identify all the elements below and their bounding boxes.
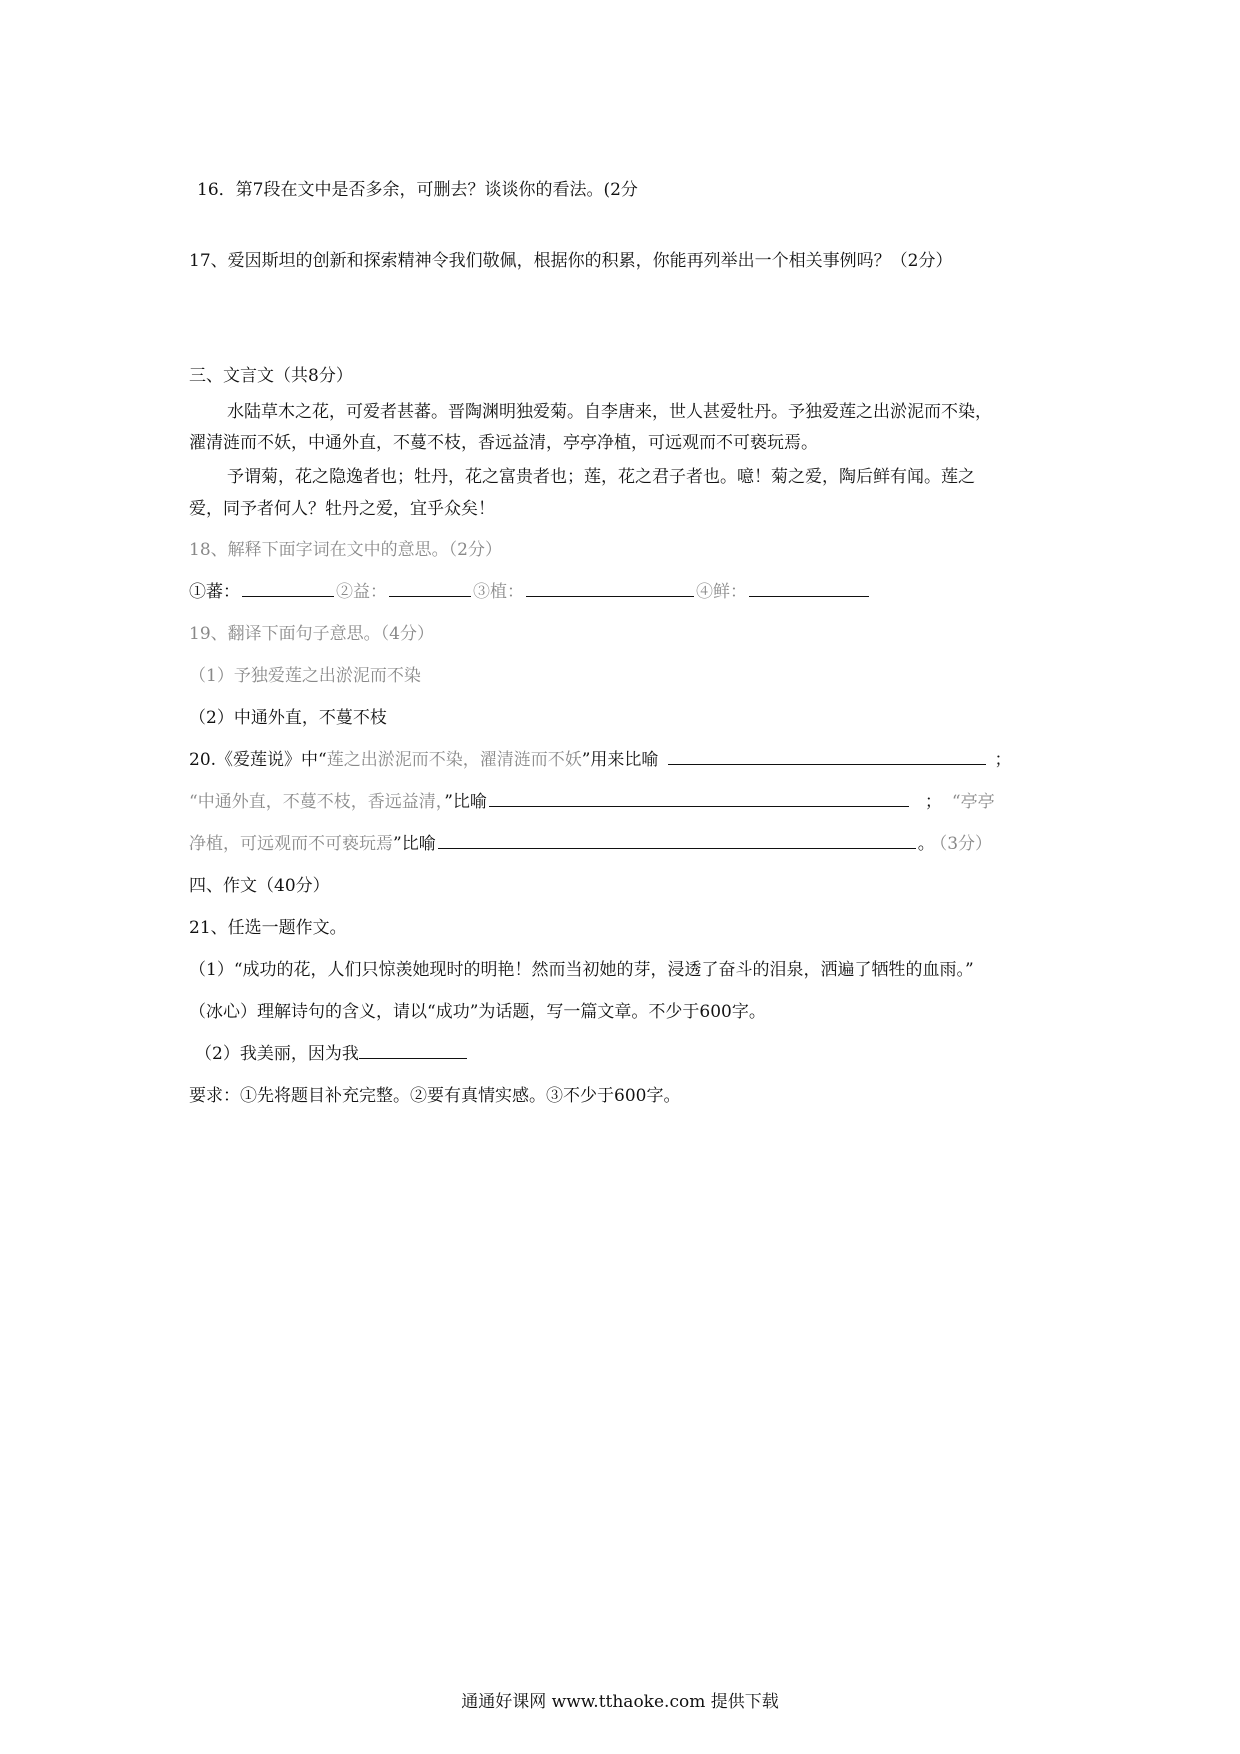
question-21-requirements: 要求：①先将题目补充完整。②要有真情实感。③不少于600字。 xyxy=(189,1086,681,1106)
passage-line-1: 水陆草木之花，可爱者甚蕃。晋陶渊明独爱菊。自李唐来，世人甚爱牡丹。予独爱莲之出淤泥而不染， xyxy=(227,402,992,422)
question-19-sentence-2: （2）中通外直，不蔓不枝 xyxy=(189,708,387,728)
page-footer: 通通好课网 www.tthaoke.com 提供下载 xyxy=(461,1692,779,1712)
question-19-prompt: 19、翻译下面句子意思。（4分） xyxy=(189,624,434,644)
question-19-sentence-1: （1）予独爱莲之出淤泥而不染 xyxy=(189,666,421,686)
q20-blank-1[interactable] xyxy=(668,748,986,765)
q20-metaphor-label-2: ”比喻 xyxy=(444,792,487,812)
q18-item-3-label: ③植： xyxy=(473,582,524,602)
q20-period: 。 xyxy=(917,834,935,854)
q20-quote-1: 莲之出淤泥而不染，濯清涟而不妖 xyxy=(326,750,582,770)
q20-quote-2: “中通外直，不蔓不枝，香远益清， xyxy=(189,792,445,812)
q18-item-4-blank[interactable] xyxy=(749,580,869,597)
q21-option-2-text: （2）我美丽，因为我 xyxy=(195,1044,359,1064)
q20-blank-2[interactable] xyxy=(489,790,909,807)
q20-semicolon-1: ； xyxy=(994,750,1012,770)
section-3-title: 三、文言文（共8分） xyxy=(189,366,353,386)
q20-quote-3-start: “亭亭 xyxy=(951,792,995,812)
q18-item-3-blank[interactable] xyxy=(526,580,694,597)
q18-item-1-blank[interactable] xyxy=(242,580,334,597)
section-4-title: 四、作文（40分） xyxy=(189,876,330,896)
q18-item-2-blank[interactable] xyxy=(389,580,471,597)
q20-quote-3-end: 净植，可远观而不可亵玩焉 xyxy=(189,834,393,854)
passage-line-4: 爱，同予者何人？牡丹之爱，宜乎众矣！ xyxy=(189,499,495,519)
question-18-prompt: 18、解释下面字词在文中的意思。（2分） xyxy=(189,540,502,560)
question-21-option-1-line-2: （冰心）理解诗句的含义，请以“成功”为话题，写一篇文章。不少于600字。 xyxy=(189,1002,766,1022)
question-17: 17、爱因斯坦的创新和探索精神令我们敬佩，根据你的积累，你能再列举出一个相关事例吗？（2分） xyxy=(189,251,953,271)
question-20-line-1 xyxy=(189,748,1011,772)
question-20-line-3 xyxy=(189,832,992,856)
q18-item-2-label: ②益： xyxy=(336,582,387,602)
q18-item-1-label: ①蕃： xyxy=(189,582,240,602)
question-21-option-2 xyxy=(195,1042,469,1066)
passage-line-3: 予谓菊，花之隐逸者也；牡丹，花之富贵者也；莲，花之君子者也。噫！菊之爱，陶后鲜有闻。莲之 xyxy=(227,467,975,487)
q20-metaphor-label-1: ”用来比喻 xyxy=(581,750,659,770)
q20-intro: 20.《爱莲说》中“ xyxy=(189,750,327,770)
q21-option-2-blank[interactable] xyxy=(359,1042,467,1059)
question-21-option-1-line-1: （1）“成功的花，人们只惊羡她现时的明艳！然而当初她的芽，浸透了奋斗的泪泉，洒遍了牺牲的血雨。” xyxy=(189,960,974,980)
q20-semicolon-2: ； xyxy=(924,792,942,812)
q20-score: （3分） xyxy=(938,834,993,854)
q18-item-4-label: ④鲜： xyxy=(696,582,747,602)
question-16: 16．第7段在文中是否多余，可删去？谈谈你的看法。(2分 xyxy=(197,180,638,200)
question-18-items xyxy=(189,580,871,604)
question-21-prompt: 21、任选一题作文。 xyxy=(189,918,347,938)
question-20-line-2 xyxy=(189,790,995,814)
q20-metaphor-label-3: ”比喻 xyxy=(393,834,436,854)
passage-line-2: 濯清涟而不妖，中通外直，不蔓不枝，香远益清，亭亭净植，可远观而不可亵玩焉。 xyxy=(189,433,818,453)
q20-blank-3[interactable] xyxy=(438,832,916,849)
